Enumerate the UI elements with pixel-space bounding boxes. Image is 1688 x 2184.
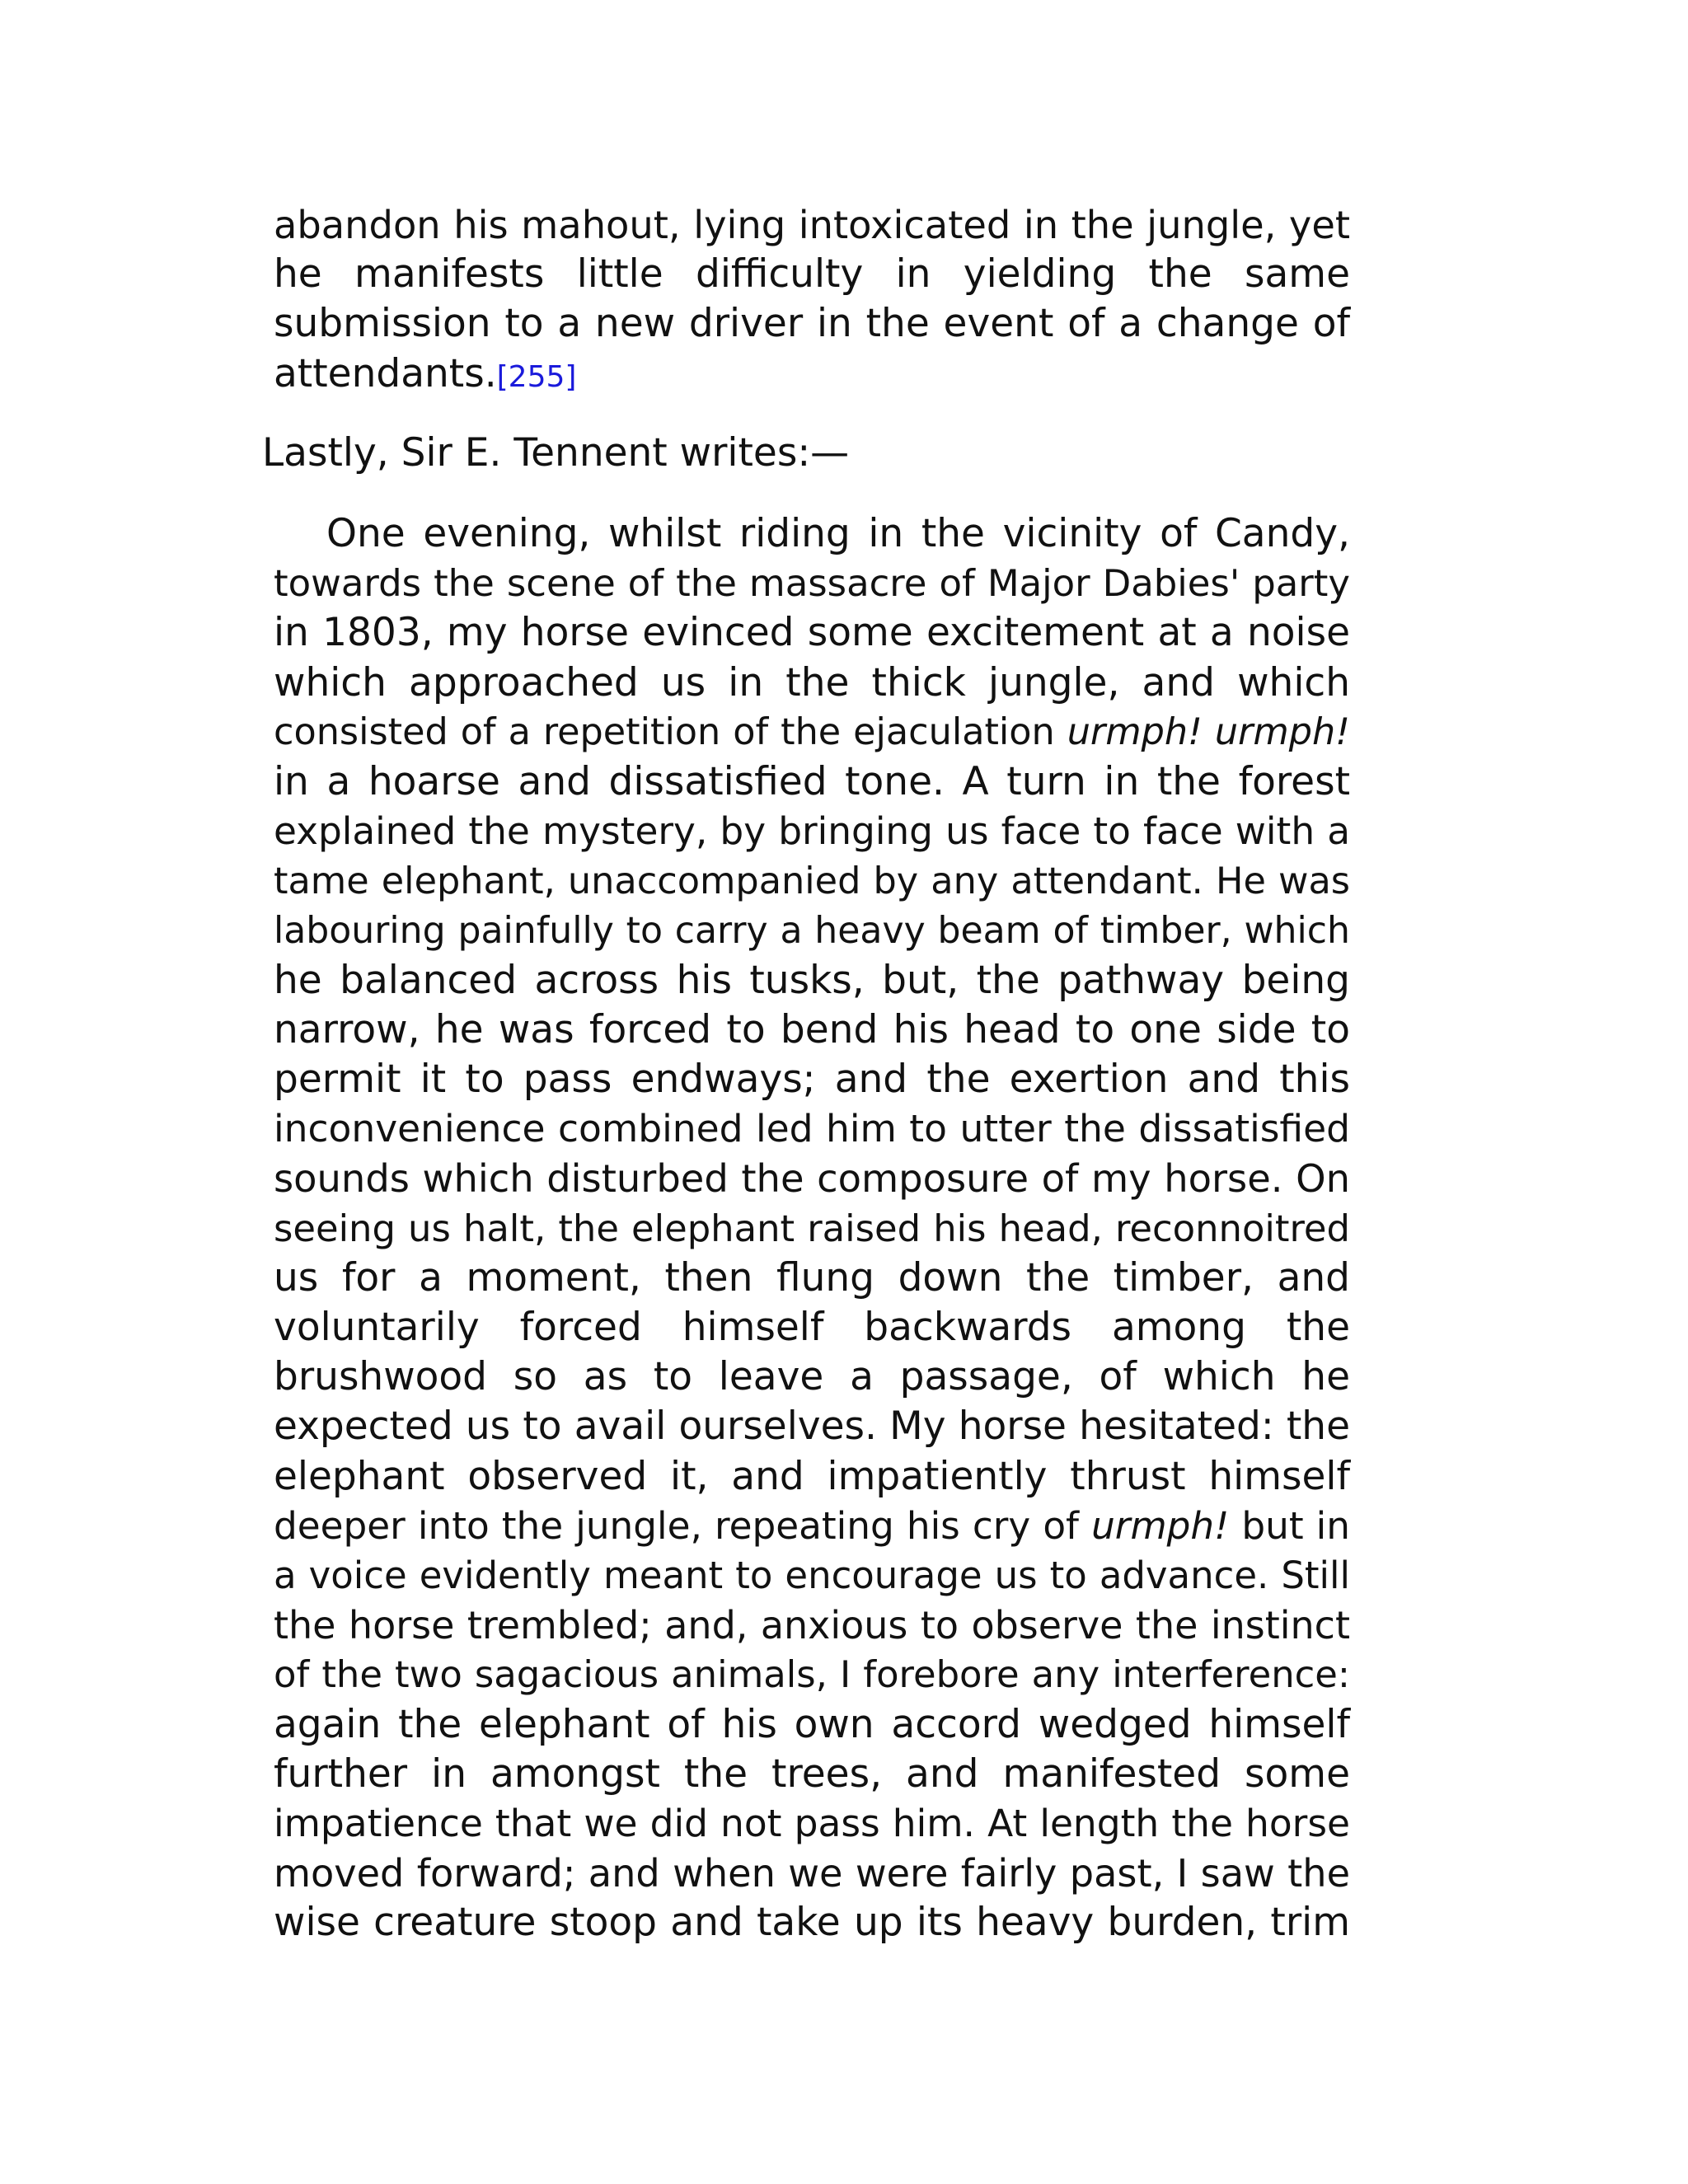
text-line: wise creature stoop and take up its heavy burden, trim [274, 1900, 1350, 1946]
footnote-link[interactable]: [255] [496, 359, 577, 394]
text-line: towards the scene of the massacre of Major Dabies' party [274, 561, 1350, 606]
text-line: permit it to pass endways; and the exertion and this [274, 1057, 1350, 1103]
text-fragment: but in [1229, 1503, 1350, 1548]
text-line: One evening, whilst riding in the vicinity of Candy, [326, 511, 1350, 556]
text-line [274, 708, 1350, 757]
text-line: the horse trembled; and, anxious to observe the instinct [274, 1603, 1350, 1648]
text-line: a voice evidently meant to encourage us to advance. Still [274, 1553, 1350, 1597]
text-line: in a hoarse and dissatisfied tone. A turn in the forest [274, 758, 1350, 804]
italic-exclamation: urmph! [1091, 1503, 1230, 1548]
text-line: explained the mystery, by bringing us face to face with a [274, 809, 1350, 854]
text-line: impatience that we did not pass him. At length the horse [274, 1801, 1350, 1845]
text-fragment: consisted of a repetition of the ejaculation [274, 710, 1067, 753]
text-line: seeing us halt, the elephant raised his head, reconnoitred [274, 1206, 1350, 1250]
text-line: brushwood so as to leave a passage, of which he [274, 1354, 1350, 1400]
text-line: of the two sagacious animals, I forebore any interference: [274, 1652, 1350, 1697]
text-line: again the elephant of his own accord wedged himself [274, 1701, 1350, 1747]
text-line: submission to a new driver in the event of a change of [274, 301, 1350, 347]
text-line: abandon his mahout, lying intoxicated in the jungle, yet [274, 203, 1350, 247]
quote-intro: Lastly, Sir E. Tennent writes:— [262, 430, 850, 476]
text-line: in 1803, my horse evinced some excitement at a noise [274, 610, 1350, 656]
text-line: further in amongst the trees, and manifested some [274, 1750, 1350, 1797]
text-line: elephant observed it, and impatiently thrust himself [274, 1453, 1350, 1499]
text-fragment: deeper into the jungle, repeating his cry of [274, 1503, 1092, 1548]
text-line: which approached us in the thick jungle, and which [274, 659, 1350, 705]
text-line [274, 1502, 1350, 1551]
text-line: inconvenience combined led him to utter the dissatisfied [274, 1107, 1350, 1151]
text-line: tame elephant, unaccompanied by any attendant. He was [274, 860, 1350, 903]
text-line: us for a moment, then flung down the timber, and [274, 1254, 1350, 1301]
text-line: expected us to avail ourselves. My horse hesitated: the [274, 1404, 1350, 1450]
italic-exclamation: urmph! urmph! [1067, 710, 1350, 753]
block-quote [274, 509, 1350, 1947]
text-line: moved forward; and when we were fairly past, I saw the [274, 1851, 1350, 1896]
text-line: he balanced across his tusks, but, the pathway being [274, 957, 1350, 1003]
text-line: narrow, he was forced to bend his head to one side to [274, 1006, 1350, 1052]
text-line: sounds which disturbed the composure of my horse. On [274, 1156, 1350, 1202]
text-line: he manifests little difficulty in yielding the same [274, 251, 1350, 298]
text-line: voluntarily forced himself backwards among the [274, 1305, 1350, 1350]
continued-paragraph [274, 200, 1350, 399]
text-line [274, 349, 1350, 399]
text-line: labouring painfully to carry a heavy beam of timber, which [274, 909, 1350, 952]
text-fragment: attendants. [274, 350, 497, 396]
